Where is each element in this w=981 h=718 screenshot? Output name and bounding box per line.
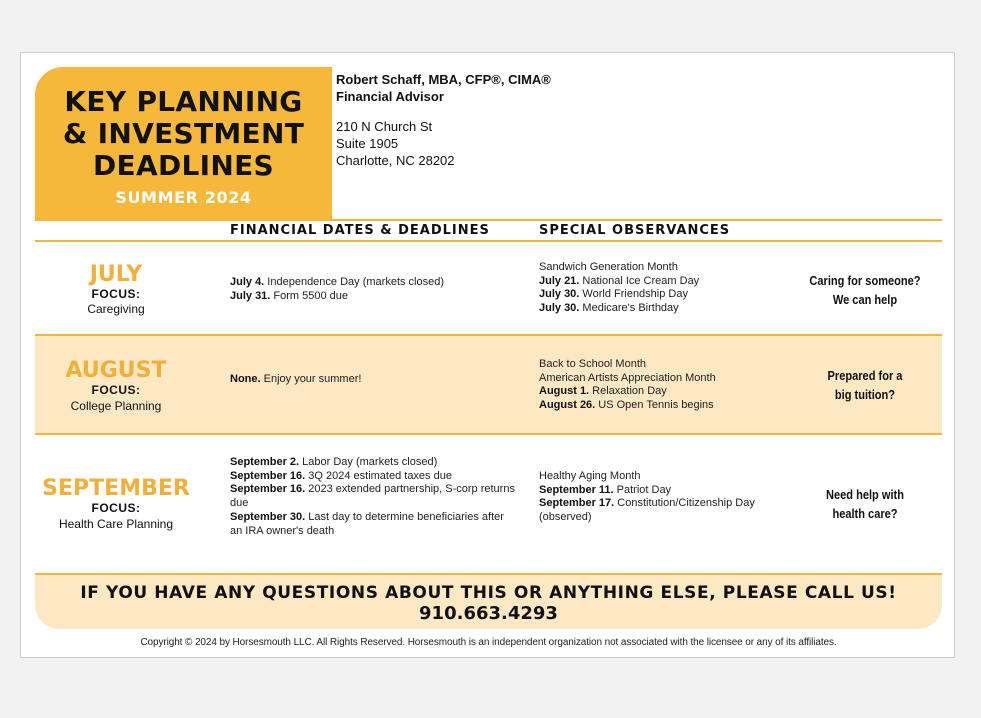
advisor-address [336, 118, 551, 169]
title-line-3: DEADLINES [93, 149, 274, 182]
cta-text: Need help with health care? [826, 487, 904, 521]
focus-value: Caregiving [87, 302, 145, 316]
call-us-message: IF YOU HAVE ANY QUESTIONS ABOUT THIS OR ANYTHING ELSE, PLEASE CALL US! [80, 583, 897, 603]
month-row-september [35, 435, 942, 573]
list-item: July 30. World Friendship Day [539, 288, 688, 301]
list-item: July 31. Form 5500 due [230, 289, 349, 302]
phone-number[interactable]: 910.663.4293 [419, 603, 558, 624]
list-item: Sandwich Generation Month [539, 261, 678, 273]
advisor-info [336, 71, 551, 169]
observances-list [539, 470, 789, 525]
observances-list [539, 358, 789, 413]
title-subtitle: SUMMER 2024 [115, 188, 252, 207]
address-line-3: Charlotte, NC 28202 [336, 153, 455, 168]
observances-list [539, 261, 789, 316]
list-item: Healthy Aging Month [539, 470, 641, 482]
list-item: July 21. National Ice Cream Day [539, 274, 700, 287]
month-name: JULY [89, 262, 143, 287]
flyer-card [20, 52, 955, 658]
list-item: July 30. Medicare's Birthday [539, 302, 679, 315]
focus-label: FOCUS: [91, 501, 141, 515]
advisor-role: Financial Advisor [336, 89, 444, 104]
financial-list [230, 373, 520, 387]
list-item: September 16. 3Q 2024 estimated taxes due [230, 469, 452, 482]
list-item: September 17. Constitution/Citizenship Day (observed) [539, 497, 755, 524]
advisor-name: Robert Schaff, MBA, CFP®, CIMA® [336, 72, 551, 87]
month-name: SEPTEMBER [42, 476, 190, 501]
financial-list [230, 276, 520, 303]
focus-value: Health Care Planning [58, 517, 174, 531]
copyright-notice: Copyright © 2024 by Horsesmouth LLC. All Rights Reserved. Horsesmouth is an independent organization not associated with the licensee or any of its affiliates. [140, 637, 837, 648]
list-item: American Artists Appreciation Month [539, 371, 716, 384]
cta-text: Caring for someone? We can help [809, 273, 921, 307]
financial-column-header: FINANCIAL DATES & DEADLINES [230, 223, 490, 238]
title-block [35, 67, 332, 220]
list-item: July 4. Independence Day (markets closed) [230, 276, 445, 288]
list-item: September 16. 2023 extended partnership, S-corp returns due [230, 483, 515, 510]
month-row-august [35, 336, 942, 433]
call-us-banner [35, 575, 942, 629]
cta-text: Prepared for a big tuition? [827, 368, 903, 402]
list-item: None. Enjoy your summer! [230, 373, 362, 385]
observances-column-header: SPECIAL OBSERVANCES [539, 223, 731, 238]
financial-list [230, 456, 515, 538]
list-item: August 1. Relaxation Day [539, 385, 667, 398]
month-name: AUGUST [65, 358, 167, 383]
address-line-2: Suite 1905 [336, 136, 399, 151]
list-item: Back to School Month [539, 358, 647, 370]
address-line-1: 210 N Church St [336, 119, 433, 134]
list-item: August 26. US Open Tennis begins [539, 399, 714, 412]
title-line-1: KEY PLANNING [64, 85, 303, 118]
list-item: September 11. Patriot Day [539, 483, 672, 496]
divider [35, 219, 942, 221]
focus-label: FOCUS: [91, 383, 141, 397]
focus-value: College Planning [70, 399, 162, 413]
title-line-2: & INVESTMENT [62, 117, 305, 150]
focus-label: FOCUS: [91, 287, 141, 301]
list-item: September 30. Last day to determine beneficiaries after an IRA owner's death [230, 510, 504, 537]
month-row-july [35, 242, 942, 334]
list-item: September 2. Labor Day (markets closed) [230, 456, 438, 468]
